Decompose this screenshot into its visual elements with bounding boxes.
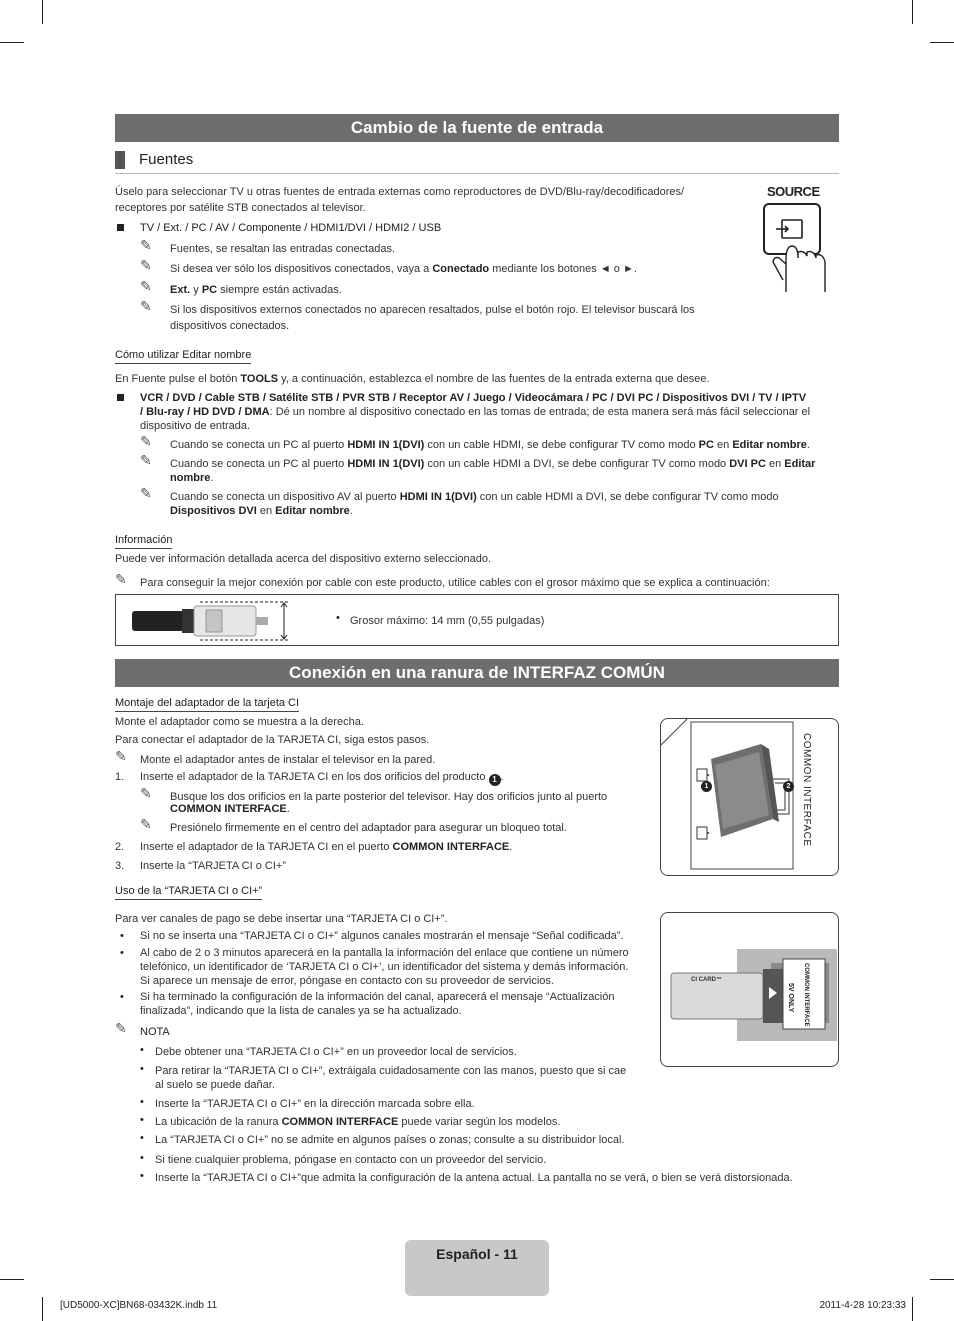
note-item: al suelo se puede dañar. [155,1079,275,1091]
note-text: Fuentes, se resaltan las entradas conectadas. [170,243,396,255]
crop-mark [0,42,24,43]
note-item: Para retirar la “TARJETA CI o CI+”, extráigala cuidadosamente con las manos, puesto que si cae [155,1065,627,1077]
source-label: SOURCE [767,184,820,199]
use-heading: Uso de la “TARJETA CI o CI+” [115,884,262,900]
note-text: Si los dispositivos externos conectados no aparecen resaltados, pulse el botón rojo. El televisor buscará los [170,304,695,316]
crop-mark [912,1297,913,1321]
source-list: TV / Ext. / PC / AV / Componente / HDMI1/DVI / HDMI2 / USB [140,222,442,234]
square-bullet [117,224,124,231]
cable-icon [130,597,300,645]
bullet: • [140,1152,144,1164]
step-number: 2. [115,841,125,853]
mount-text: Monte el adaptador como se muestra a la derecha. [115,716,364,728]
square-bullet [117,394,124,401]
note-icon: ✎ [115,748,127,764]
note-text: Busque los dos orificios en la parte posterior del televisor. Hay dos orificios junto al puerto [170,791,608,803]
bullet: • [140,1114,144,1126]
source-button-illustration [755,180,837,295]
edit-name-intro: En Fuente pulse el botón TOOLS y, a continuación, establezca el nombre de las fuentes de la entrada externa que desee. [115,373,710,385]
mount-text: Para conectar el adaptador de la TARJETA CI, siga estos pasos. [115,734,430,746]
device-list-line: VCR / DVD / Cable STB / Satélite STB / PVR STB / Receptor AV / Juego / Videocámara / PC / DVI PC / Dispositivos DVI / TV / IPTV [140,392,807,404]
step-text: Inserte el adaptador de la TARJETA CI en el puerto COMMON INTERFACE. [140,841,513,853]
step-number: 3. [115,860,125,872]
note-text: Cuando se conecta un PC al puerto HDMI IN 1(DVI) con un cable HDMI, se debe configurar TV como modo PC en Editar nombre. [170,439,810,451]
footer-file: [UD5000-XC]BN68-03432K.indb 11 [60,1300,218,1311]
note-icon: ✎ [140,785,152,801]
cable-spec: Grosor máximo: 14 mm (0,55 pulgadas) [350,615,545,627]
bullet: • [140,1063,144,1075]
note-icon: ✎ [140,237,152,253]
voltage-label: 5V ONLY [787,983,794,1013]
crop-mark [912,0,913,24]
note-text: Cuando se conecta un PC al puerto HDMI IN 1(DVI) con un cable HDMI a DVI, se debe configurar TV como modo DVI PC en Editar [170,458,816,470]
note-text: Cuando se conecta un dispositivo AV al puerto HDMI IN 1(DVI) con un cable HDMI a DVI, se debe configurar TV como modo [170,491,779,503]
note-text: Dispositivos DVI en Editar nombre. [170,505,353,517]
bullet: • [140,1132,144,1144]
intro-line: receptores por satélite STB conectados al televisor. [115,202,366,214]
marker-2: 2 [783,781,794,792]
note-item: Inserte la “TARJETA CI o CI+”que admita la configuración de la antena actual. La pantalla no se verá, o bien se verá distorsionada. [155,1172,793,1184]
page-number: Español - 11 [436,1246,518,1262]
step-text: Inserte el adaptador de la TARJETA CI en los dos orificios del producto 1 . [140,771,504,784]
note-item: Inserte la “TARJETA CI o CI+” en la dirección marcada sobre ella. [155,1098,475,1110]
note-text: Monte el adaptador antes de instalar el televisor en la pared. [140,754,436,766]
crop-mark [930,42,954,43]
heading-bar [115,151,125,169]
info-heading: Información [115,533,172,549]
bullet: • [140,1096,144,1108]
section-title-common-interface: Conexión en una ranura de INTERFAZ COMÚN [115,659,839,687]
use-intro: Para ver canales de pago se debe insertar una “TARJETA CI o CI+”. [115,913,448,925]
use-bullet: Si no se inserta una “TARJETA CI o CI+” algunos canales mostrarán el mensaje “Señal codificada”. [140,930,624,942]
card-insertion-illustration [661,913,840,1068]
crop-mark [42,0,43,24]
note-icon: ✎ [140,298,152,314]
info-text: Puede ver información detallada acerca del dispositivo externo seleccionado. [115,553,492,565]
mount-heading: Montaje del adaptador de la tarjeta CI [115,696,299,712]
note-text: COMMON INTERFACE. [170,803,290,815]
ci-card-diagram [660,912,839,1067]
note-text: Si desea ver sólo los dispositivos conectados, vaya a Conectado mediante los botones ◄ o ►. [170,263,637,275]
adapter-illustration [661,719,840,877]
slot-label: COMMON INTERFACE [803,963,809,1027]
subsection-title: Fuentes [139,151,194,168]
bullet: • [120,930,124,942]
note-text: nombre. [170,472,214,484]
subsection-header [115,148,839,174]
note-text: Ext. y PC siempre están activadas. [170,284,342,296]
note-icon: ✎ [140,452,152,468]
note-icon: ✎ [140,257,152,273]
device-list-line: dispositivo de entrada. [140,420,251,432]
section-title-input-source: Cambio de la fuente de entrada [115,114,839,142]
crop-mark [930,1279,954,1280]
note-icon: ✎ [115,1020,127,1036]
note-item: La ubicación de la ranura COMMON INTERFACE puede variar según los modelos. [155,1116,561,1128]
note-item: Debe obtener una “TARJETA CI o CI+” en un proveedor local de servicios. [155,1046,517,1058]
bullet: • [336,612,340,624]
common-interface-label: COMMON INTERFACE [801,733,812,847]
use-bullet: Si aparece un mensaje de error, póngase en contacto con su proveedor de servicios. [140,975,554,987]
use-bullet: Al cabo de 2 o 3 minutos aparecerá en la pantalla la información del enlace que contiene un número [140,947,629,959]
note-item: La “TARJETA CI o CI+” no se admite en algunos países o zonas; consulte a su distribuidor local. [155,1134,625,1146]
ci-card-label: CI CARD™ [691,977,722,983]
step-number: 1. [115,771,125,783]
crop-mark [42,1297,43,1321]
ci-adapter-diagram [660,718,839,876]
note-icon: ✎ [140,485,152,501]
footer-date: 2011-4-28 10:23:33 [819,1300,906,1311]
note-icon: ✎ [140,278,152,294]
crop-mark [0,1279,24,1280]
use-bullet: Si ha terminado la configuración de la información del canal, aparecerá el mensaje “Actualización [140,991,615,1003]
bullet: • [140,1170,144,1182]
use-bullet: finalizada”, indicando que la lista de canales ya se ha actualizado. [140,1005,462,1017]
note-label: NOTA [140,1026,170,1038]
step-text: Inserte la “TARJETA CI o CI+” [140,860,286,872]
bullet: • [120,991,124,1003]
intro-line: Úselo para seleccionar TV u otras fuentes de entrada externas como reproductores de DVD/Blu-ray/decodificadores/ [115,186,685,198]
note-item: Si tiene cualquier problema, póngase en contacto con un proveedor del servicio. [155,1154,547,1166]
bullet: • [140,1044,144,1056]
device-list-line: / Blu-ray / HD DVD / DMA: Dé un nombre al dispositivo conectado en las tomas de entrada; de esta manera será más fácil seleccionar el [140,406,811,418]
note-icon: ✎ [140,816,152,832]
note-icon: ✎ [115,571,127,587]
note-text: Presiónelo firmemente en el centro del adaptador para asegurar un bloqueo total. [170,822,567,834]
hand-pressing-icon [755,180,837,295]
use-bullet: telefónico, un identificador de ‘TARJETA CI o CI+’, un identificador del sistema y demás información. [140,961,629,973]
note-text: dispositivos conectados. [170,320,290,332]
cable-note: Para conseguir la mejor conexión por cable con este producto, utilice cables con el grosor máximo que se explica a continuación: [140,577,770,589]
cable-spec-box [115,594,839,646]
edit-name-heading: Cómo utilizar Editar nombre [115,348,251,364]
bullet: • [120,947,124,959]
marker-1: 1 [701,781,712,792]
note-icon: ✎ [140,433,152,449]
